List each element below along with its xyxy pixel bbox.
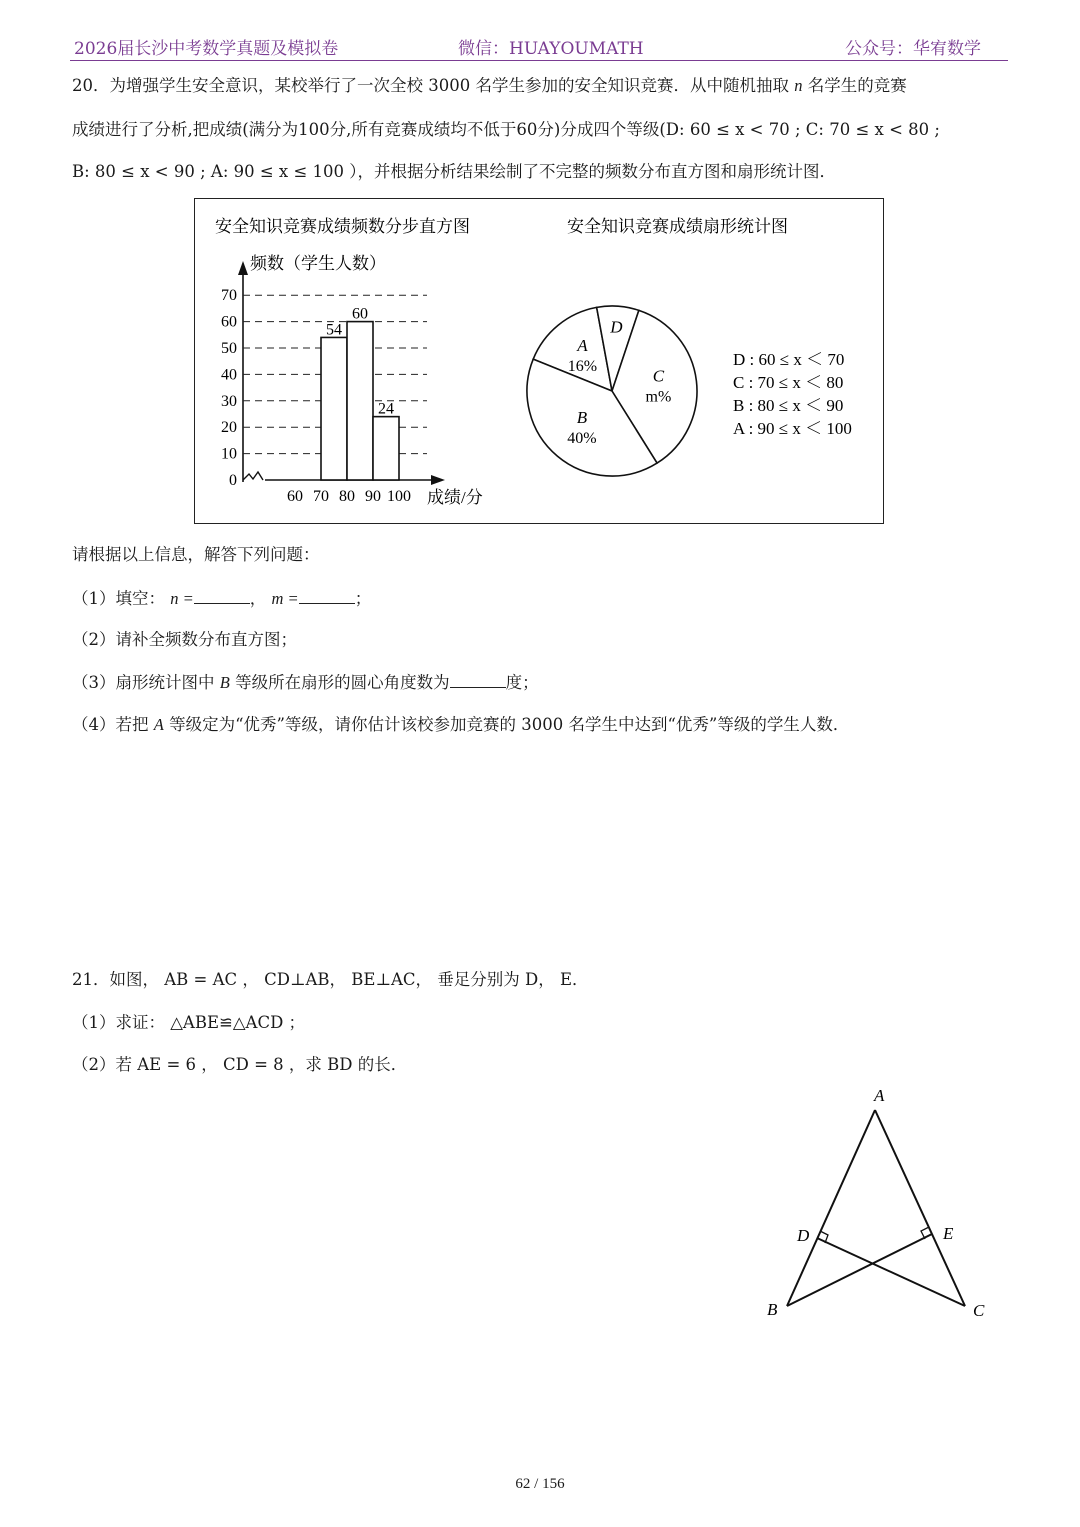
segment-ab	[787, 1110, 875, 1306]
answer-blank-m[interactable]	[299, 588, 355, 604]
q20-part4-text: （4）若把	[72, 715, 149, 734]
q20-prompt: 请根据以上信息，解答下列问题：	[72, 545, 320, 564]
point-label-d: D	[797, 1226, 810, 1245]
pie-slice-label: B	[576, 407, 588, 427]
answer-blank-angle[interactable]	[450, 672, 506, 688]
header-title: 2026届长沙中考数学真题及模拟卷	[74, 39, 339, 59]
histogram-bar	[347, 322, 373, 480]
x-tick-label: 70	[313, 488, 329, 505]
legend-entry: B : 80 ≤ x ＜ 90	[733, 396, 844, 415]
header-wechat: 微信：HUAYOUMATH	[458, 39, 644, 59]
axis-break	[243, 472, 263, 480]
segment-cd	[817, 1238, 965, 1306]
q21-part1: （1）求证： △ABE≌△ACD ；	[72, 1013, 306, 1032]
pie-legend	[733, 350, 852, 438]
q20-part1-sep: ，	[249, 589, 267, 608]
segment-ac	[875, 1110, 965, 1306]
x-tick-label: 100	[387, 488, 411, 505]
q21-line1: 21．如图， AB = AC ， CD⊥AB， BE⊥AC， 垂足分别为 D， E．	[72, 970, 589, 989]
legend-entry: A : 90 ≤ x ＜ 100	[733, 419, 852, 438]
bar-data-label: 54	[326, 321, 342, 339]
y-tick-label: 0	[229, 472, 237, 489]
q20-part1-end: ；	[354, 589, 372, 608]
answer-blank-n[interactable]	[194, 588, 250, 604]
x-tick-label: 60	[287, 488, 303, 505]
q20-line2: 成绩进行了分析,把成绩(满分为100分,所有竞赛成绩均不低于60分)分成四个等级(D: 60 ≤ x < 70 ; C: 70 ≤ x < 80 ;	[72, 120, 940, 139]
histogram-bar	[373, 417, 399, 480]
y-tick-label: 20	[221, 419, 237, 437]
q20-part3-var: B	[219, 673, 230, 692]
q20-part3-text2: 等级所在扇形的圆心角度数为	[235, 673, 450, 692]
x-tick-label: 80	[339, 488, 355, 505]
q20-part4-text2: 等级定为“优秀”等级，请你估计该校参加竞赛的 3000 名学生中达到“优秀”等级的学生人数．	[169, 715, 850, 734]
y-tick-label: 40	[221, 366, 237, 384]
pie-slice-value: 16%	[567, 357, 598, 375]
pie-slice-label: C	[652, 366, 665, 386]
q20-line1-end: 名学生的竞赛	[807, 76, 907, 95]
pie-slice-value: 40%	[567, 429, 597, 447]
histogram-ylabel: 频数（学生人数）	[250, 254, 386, 273]
q20-line3: B: 80 ≤ x < 90 ; A: 90 ≤ x ≤ 100 ），并根据分析结果绘制了不完整的频数分布直方图和扇形统计图．	[72, 162, 837, 181]
header-rule	[70, 60, 1008, 61]
y-tick-label: 60	[221, 313, 237, 331]
q20-part1-label: （1）填空：	[72, 589, 165, 608]
y-tick-label: 70	[221, 287, 237, 305]
q20-line1	[72, 76, 907, 96]
legend-entry: D : 60 ≤ x ＜ 70	[733, 350, 845, 369]
triangle-figure	[755, 1080, 1005, 1330]
pie-slice-label: A	[577, 335, 588, 355]
point-label-e: E	[943, 1224, 954, 1243]
q20-var-n: n	[794, 76, 803, 95]
figure-box	[194, 198, 884, 524]
q21-part2: （2）若 AE = 6 ， CD = 8 ，求 BD 的长．	[72, 1055, 408, 1074]
y-tick-label: 30	[221, 392, 237, 410]
q20-part4-var: A	[153, 715, 164, 734]
histogram	[215, 217, 483, 507]
q20-part1	[72, 588, 371, 609]
y-tick-label: 10	[221, 445, 237, 463]
y-tick-label: 50	[221, 340, 237, 357]
q20-line1-text: 20．为增强学生安全意识，某校举行了一次全校 3000 名学生参加的安全知识竞赛．从中随机抽取	[72, 76, 789, 95]
y-axis-arrow	[238, 261, 248, 275]
q20-part1-m: m =	[271, 589, 299, 608]
point-label-c: C	[973, 1301, 985, 1320]
legend-entry: C : 70 ≤ x ＜ 80	[733, 373, 844, 392]
histogram-title: 安全知识竞赛成绩频数分步直方图	[215, 217, 470, 236]
header-account: 公众号：华宥数学	[845, 39, 981, 59]
pie-title: 安全知识竞赛成绩扇形统计图	[567, 217, 788, 236]
pie-slice-value: m%	[645, 388, 672, 406]
histogram-bar	[321, 337, 347, 480]
q20-part1-n: n =	[170, 589, 194, 608]
q20-part3-end: 度；	[505, 673, 539, 692]
point-label-b: B	[767, 1300, 778, 1319]
x-tick-label: 90	[365, 488, 381, 505]
point-label-a: A	[874, 1086, 885, 1105]
q20-part2: （2）请补全频数分布直方图；	[72, 630, 297, 649]
q20-part3	[72, 672, 539, 693]
histogram-xlabel: 成绩/分	[427, 488, 483, 507]
bar-data-label: 24	[378, 400, 394, 418]
x-axis-arrow	[431, 475, 445, 485]
bar-data-label: 60	[352, 305, 368, 323]
page-number: 62 / 156	[515, 1476, 565, 1492]
pie-slice-label: D	[610, 317, 623, 337]
q20-part4	[72, 715, 849, 735]
charts-svg	[195, 199, 883, 523]
q20-part3-text: （3）扇形统计图中	[72, 673, 215, 692]
